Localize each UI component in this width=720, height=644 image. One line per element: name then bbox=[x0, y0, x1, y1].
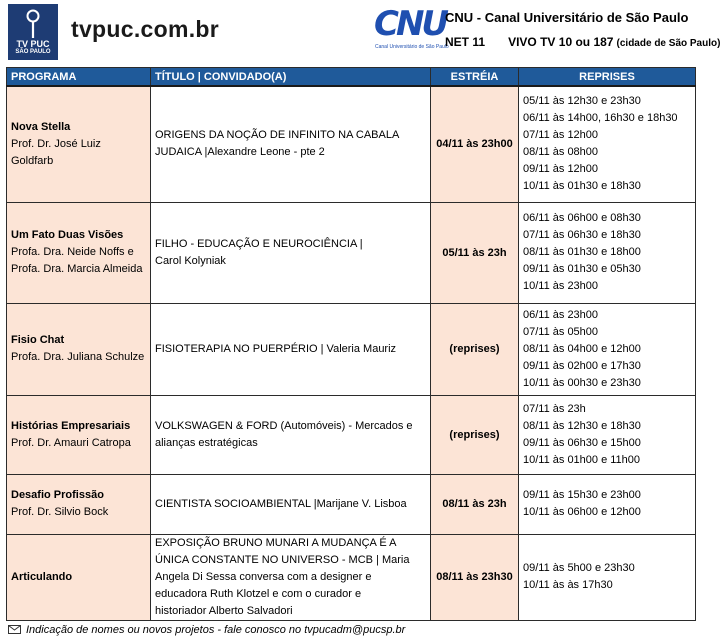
tvpuc-logo[interactable] bbox=[8, 4, 58, 60]
title-line: CIENTISTA SOCIOAMBIENTAL |Marijane V. Lisboa bbox=[155, 497, 407, 510]
program-host: Prof. Dr. José Luiz Goldfarb bbox=[11, 137, 101, 167]
reprise-time: 06/11 às 14h00, 16h30 e 18h30 bbox=[523, 112, 678, 125]
channel-info bbox=[445, 35, 720, 49]
reprise-time: 10/11 às 23h00 bbox=[523, 280, 599, 292]
reprises-cell bbox=[519, 303, 696, 395]
title-line: JUDAICA |Alexandre Leone - pte 2 bbox=[155, 146, 325, 159]
program-name: Histórias Empresariais bbox=[11, 419, 131, 432]
cnu-logo bbox=[374, 4, 449, 52]
antenna-icon bbox=[8, 8, 58, 38]
program-cell bbox=[7, 86, 151, 202]
vivo-channel: VIVO TV 10 ou 187 bbox=[508, 35, 614, 49]
reprise-time: 09/11 às 5h00 e 23h30 bbox=[523, 562, 635, 574]
reprise-time: 10/11 às 06h00 e 12h00 bbox=[523, 506, 641, 518]
cnu-logo-letters: CNU bbox=[374, 4, 447, 44]
title-line: ORIGENS DA NOÇÃO DE INFINITO NA CABALA bbox=[155, 129, 400, 142]
program-cell bbox=[7, 474, 151, 534]
table-row bbox=[7, 86, 696, 202]
program-host: Prof. Dr. Silvio Bock bbox=[11, 506, 109, 518]
reprise-time: 09/11 às 06h30 e 15h00 bbox=[523, 436, 641, 449]
program-name: Desafio Profissão bbox=[11, 489, 104, 501]
table-header-row bbox=[7, 68, 696, 87]
program-host: Prof. Dr. Amauri Catropa bbox=[11, 436, 131, 449]
title-cell bbox=[151, 86, 431, 202]
reprise-time: 09/11 às 12h00 bbox=[523, 163, 599, 176]
reprise-time: 09/11 às 01h30 e 05h30 bbox=[523, 263, 641, 275]
reprises-cell bbox=[519, 202, 696, 303]
premiere-cell: 08/11 às 23h bbox=[431, 474, 519, 534]
title-line: FILHO - EDUCAÇÃO E NEUROCIÊNCIA | bbox=[155, 237, 363, 250]
footer-note bbox=[8, 624, 405, 636]
reprise-time: 08/11 às 01h30 e 18h00 bbox=[523, 246, 641, 258]
reprise-time: 10/11 às 00h30 e 23h30 bbox=[523, 376, 641, 389]
title-line: ÚNICA CONSTANTE NO UNIVERSO - MCB | Maria bbox=[155, 553, 410, 566]
reprise-time: 05/11 às 12h30 e 23h30 bbox=[523, 95, 641, 108]
title-cell bbox=[151, 395, 431, 474]
net-channel: NET 11 bbox=[445, 35, 486, 49]
header-titulo: TÍTULO | CONVIDADO(A) bbox=[151, 68, 431, 87]
title-line: EXPOSIÇÃO BRUNO MUNARI A MUDANÇA É A bbox=[155, 536, 397, 549]
title-cell bbox=[151, 474, 431, 534]
reprises-cell bbox=[519, 474, 696, 534]
title-cell bbox=[151, 202, 431, 303]
program-name: Nova Stella bbox=[11, 120, 71, 133]
premiere-cell: 04/11 às 23h00 bbox=[431, 86, 519, 202]
reprise-time: 07/11 às 05h00 bbox=[523, 325, 599, 338]
reprise-time: 10/11 às às 17h30 bbox=[523, 579, 613, 591]
reprise-time: 07/11 às 23h bbox=[523, 402, 586, 415]
program-host: Profa. Dra. Neide Noffs e bbox=[11, 246, 134, 258]
program-name: Articulando bbox=[11, 570, 73, 583]
footer-text: Indicação de nomes ou novos projetos - fale conosco no tvpucadm@pucsp.br bbox=[26, 624, 406, 636]
reprise-time: 09/11 às 02h00 e 17h30 bbox=[523, 359, 641, 372]
reprise-time: 09/11 às 15h30 e 23h00 bbox=[523, 489, 641, 501]
program-cell bbox=[7, 202, 151, 303]
reprise-time: 10/11 às 01h30 e 18h30 bbox=[523, 180, 641, 193]
premiere-cell: (reprises) bbox=[431, 303, 519, 395]
cnu-logo-subtext: Canal Universitário de São Paulo bbox=[375, 44, 449, 50]
logo-subtext: SÃO PAULO bbox=[15, 49, 51, 55]
program-name: Um Fato Duas Visões bbox=[11, 229, 124, 241]
reprise-time: 08/11 às 12h30 e 18h30 bbox=[523, 419, 641, 432]
title-line: Carol Kolyniak bbox=[155, 254, 226, 267]
header-estreia: ESTRÉIA bbox=[431, 68, 519, 87]
premiere-cell: 05/11 às 23h bbox=[431, 202, 519, 303]
reprises-cell bbox=[519, 395, 696, 474]
title-cell bbox=[151, 534, 431, 620]
reprise-time: 07/11 às 06h30 e 18h30 bbox=[523, 229, 641, 241]
title-line: VOLKSWAGEN & FORD (Automóveis) - Mercados e bbox=[155, 419, 413, 432]
title-line: alianças estratégicas bbox=[155, 436, 258, 449]
page-header bbox=[0, 0, 720, 66]
title-line: historiador Alberto Salvadori bbox=[155, 604, 293, 617]
schedule-table bbox=[6, 67, 696, 621]
program-cell bbox=[7, 395, 151, 474]
reprises-cell bbox=[519, 534, 696, 620]
header-reprises: REPRISES bbox=[519, 68, 696, 87]
reprises-cell bbox=[519, 86, 696, 202]
premiere-cell: 08/11 às 23h30 bbox=[431, 534, 519, 620]
reprise-time: 07/11 às 12h00 bbox=[523, 129, 599, 142]
table-row bbox=[7, 534, 696, 620]
reprise-time: 08/11 às 04h00 e 12h00 bbox=[523, 342, 641, 355]
reprise-time: 08/11 às 08h00 bbox=[523, 146, 599, 159]
reprise-time: 06/11 às 23h00 bbox=[523, 308, 599, 321]
program-cell bbox=[7, 534, 151, 620]
header-programa: PROGRAMA bbox=[7, 68, 151, 87]
envelope-icon bbox=[8, 625, 21, 634]
table-row bbox=[7, 474, 696, 534]
title-line: FISIOTERAPIA NO PUERPÉRIO | Valeria Mauriz bbox=[155, 342, 397, 355]
title-line: educadora Ruth Klotzel e com o curador e bbox=[155, 587, 362, 600]
channel-name: CNU - Canal Universitário de São Paulo bbox=[445, 10, 689, 25]
title-cell bbox=[151, 303, 431, 395]
logo-text: TV PUC bbox=[16, 39, 50, 49]
title-line: Angela Di Sessa conversa com a designer e bbox=[155, 570, 372, 583]
program-name: Fisio Chat bbox=[11, 334, 65, 346]
program-host: Profa. Dra. Juliana Schulze bbox=[11, 351, 145, 363]
table-row bbox=[7, 395, 696, 474]
table-row bbox=[7, 202, 696, 303]
program-cell bbox=[7, 303, 151, 395]
city-note: (cidade de São Paulo) bbox=[616, 38, 720, 49]
reprise-time: 10/11 às 01h00 e 11h00 bbox=[523, 453, 641, 466]
reprise-time: 06/11 às 06h00 e 08h30 bbox=[523, 212, 641, 224]
program-host: Profa. Dra. Marcia Almeida bbox=[11, 263, 143, 275]
site-url[interactable]: tvpuc.com.br bbox=[71, 16, 220, 42]
premiere-cell: (reprises) bbox=[431, 395, 519, 474]
table-row bbox=[7, 303, 696, 395]
